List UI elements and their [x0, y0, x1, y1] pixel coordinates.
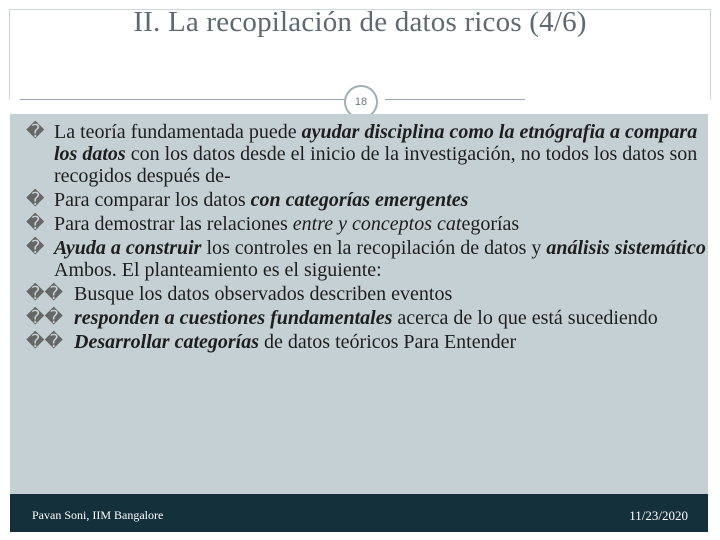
footer-date: 11/23/2020: [629, 508, 688, 523]
bullet-text: de datos teóricos Para Entender: [259, 331, 517, 353]
bullet-text: los controles en la recopilación de datos y: [201, 237, 547, 259]
title-rule-left: [20, 99, 345, 100]
bullet-text: La teoría fundamentada puede: [54, 121, 302, 143]
bullet-item: [26, 213, 706, 235]
bullet-item: [26, 331, 706, 353]
footer-bar: [10, 494, 708, 532]
bullet-text: acerca de lo que está sucediendo: [392, 307, 658, 329]
bullet-item: [26, 307, 706, 329]
bullet-item: [26, 189, 706, 211]
bullet-icon: ��: [26, 283, 63, 304]
page-number: 18: [354, 96, 368, 108]
bullet-icon: �: [26, 121, 45, 142]
bullet-text: Para comparar los datos: [54, 189, 251, 211]
bullet-emphasis: con categorías emergentes: [250, 189, 469, 211]
bullet-icon: ��: [26, 307, 63, 328]
bullet-icon: ��: [26, 331, 63, 352]
bullet-item: [26, 283, 706, 305]
bullet-icon: �: [26, 213, 45, 234]
bullet-emphasis: análisis sistemático: [546, 237, 706, 259]
bullet-emphasis: responden a cuestiones fundamentales: [74, 307, 393, 329]
bullet-icon: �: [26, 189, 45, 210]
bullet-item: [26, 121, 706, 187]
bullet-emphasis: Ayuda a construir: [54, 237, 202, 259]
bullet-text: egorías: [461, 213, 520, 235]
title-rule-right: [385, 99, 525, 100]
bullet-list: [26, 121, 706, 355]
bullet-text: Busque los datos observados describen eventos: [74, 283, 453, 305]
bullet-text: Ambos. El planteamiento es el siguiente:: [54, 259, 382, 281]
bullet-icon: �: [26, 237, 45, 258]
slide-title: II. La recopilación de datos ricos (4/6): [133, 6, 587, 38]
bullet-text: con los datos desde el inicio de la investigación, no todos los datos son recogidos después de-: [54, 143, 698, 187]
bullet-text: Para demostrar las relaciones: [54, 213, 293, 235]
bullet-emphasis: Desarrollar categorías: [74, 331, 259, 353]
bullet-item: [26, 237, 706, 281]
footer-author: Pavan Soni, IIM Bangalore: [32, 508, 164, 522]
bullet-emphasis: ayudar disciplina como la etnógrafia a compara los datos: [54, 121, 698, 165]
bullet-italic: entre y conceptos cat: [292, 213, 462, 235]
